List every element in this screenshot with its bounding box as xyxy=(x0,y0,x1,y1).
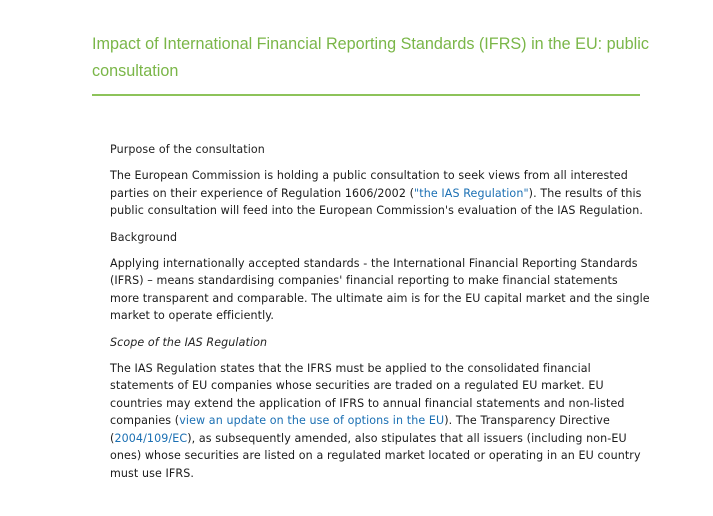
scope-text-start: The IAS Regulation states that the IFRS must be applied to the consolidated financial statements of EU companies whose securities are traded on a regulated EU market. EU countries may extend the application of IFRS to annual financial statements and non-listed companies ( xyxy=(110,361,625,427)
scope-text-end: ), as subsequently amended, also stipulates that all issuers (including non-EU ones) whose securities are listed on a regulated market located or operating in an EU country must use IFRS. xyxy=(110,431,641,480)
transparency-directive-link[interactable]: 2004/109/EC xyxy=(114,431,188,445)
ias-regulation-link[interactable]: "the IAS Regulation" xyxy=(414,186,529,200)
scope-text-middle: ). The Transparency Directive ( xyxy=(110,414,610,445)
purpose-text-start: The European Commission is holding a public consultation to seek views from all interested parties on their experience of Regulation 1606/2002 ( xyxy=(110,169,628,200)
background-paragraph: Applying internationally accepted standards - the International Financial Reporting Standards (IFRS) – means standardising companies' financial reporting to make financial statements more transparent and comparable. The ultimate aim is for the EU capital market and the single market to operate efficiently. xyxy=(110,256,650,322)
purpose-paragraph xyxy=(110,167,650,220)
document-body xyxy=(110,141,650,482)
scope-paragraph xyxy=(110,360,650,483)
page-title: Impact of International Financial Reporting Standards (IFRS) in the EU: public consultation xyxy=(92,35,649,80)
purpose-text-end: ). The results of this public consultation will feed into the European Commission's evaluation of the IAS Regulation. xyxy=(110,186,643,217)
title-divider xyxy=(92,94,640,96)
section-heading-background: Background xyxy=(110,230,178,244)
options-update-link[interactable]: view an update on the use of options in the EU xyxy=(179,414,445,427)
section-heading-scope: Scope of the IAS Regulation xyxy=(110,335,268,349)
section-heading-purpose: Purpose of the consultation xyxy=(110,143,265,156)
